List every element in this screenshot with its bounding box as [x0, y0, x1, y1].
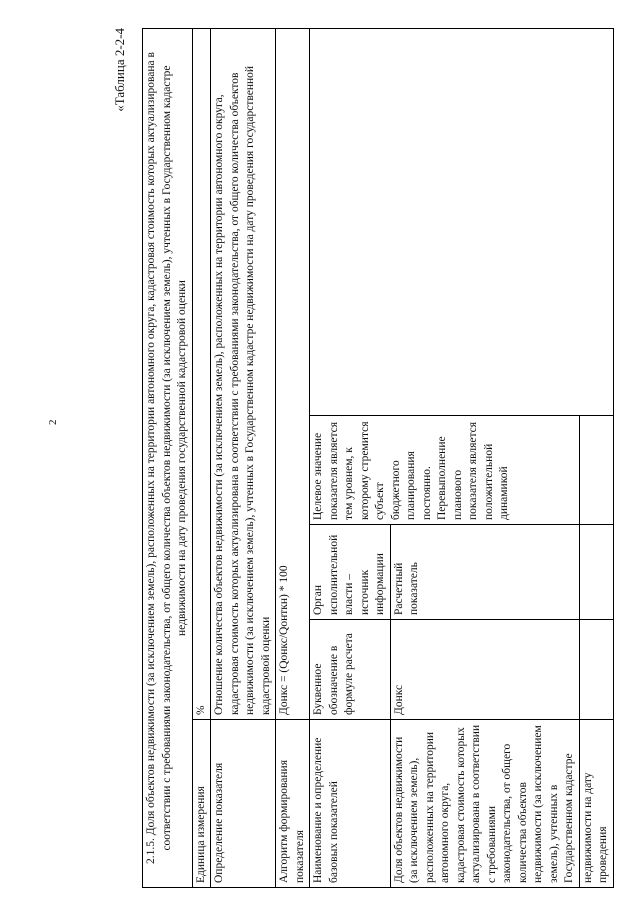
- definition-label: Определение показателя: [211, 720, 276, 888]
- empty-cell: [579, 416, 613, 525]
- last-row-label: недвижимости на дату проведения: [579, 720, 613, 888]
- table-caption: «Таблица 2-2-4: [112, 28, 127, 112]
- table-row: [192, 29, 211, 888]
- base-name-header: Наименование и определение базовых показателей: [310, 720, 391, 888]
- base-name-value: Доля объектов недвижимости (за исключением земель), расположенных на территории автономного округа, кадастровая стоимость которых актуализирована в соответствии с требованиями законодательства, от общего количества объектов недвижимости (за исключением земель), учтенных в Государственном кадастре: [390, 720, 579, 888]
- algorithm-label: Алгоритм формирования показателя: [276, 720, 310, 888]
- table-row: [310, 29, 391, 888]
- target-value-note: Целевое значение показателя является тем уровнем, к которому стремится субъект бюджетного планирования постоянно. Перевыполнение планового показателя является положительной динамикой: [310, 416, 580, 525]
- table-row: [276, 29, 310, 888]
- definition-value: Отношение количества объектов недвижимости (за исключением земель), расположенных на территории автономного округа, кадастровая стоимость которых актуализирована в соответствии с требованиями законодательства, от общего количества объектов недвижимости (за исключением земель), учтенных в Государственном кадастре недвижимости на дату проведения государственной кадастровой оценки: [211, 29, 276, 720]
- rotated-page-content: [112, 28, 609, 888]
- empty-cell: [310, 29, 614, 416]
- page-number: 2: [47, 419, 59, 425]
- base-symbol-header: Буквенное обозначение в формуле расчета: [310, 620, 391, 720]
- table-heading: 2.1.5. Доля объектов недвижимости (за исключением земель), расположенных на территории автономного округа, кадастровая стоимость которых актуализирована в соответствии с требованиями законодательства, от общего количества объектов недвижимости (за исключением земель), учтенных в Государственном кадастре недвижимости на дату проведения государственной кадастровой оценки: [143, 29, 193, 888]
- base-symbol-value: Донкс: [390, 620, 579, 720]
- table-row: [211, 29, 276, 888]
- base-source-value: Расчетный показатель: [390, 525, 579, 620]
- indicator-table: [142, 28, 614, 888]
- unit-value: %: [192, 29, 211, 720]
- empty-cell: [579, 525, 613, 620]
- base-source-header: Орган исполнительной власти – источник информации: [310, 525, 391, 620]
- algorithm-formula: Донкс = (Qонкс/Qонткн) * 100: [276, 29, 310, 720]
- unit-label: Единица измерения: [192, 720, 211, 888]
- empty-cell: [579, 620, 613, 720]
- table-row: [143, 29, 193, 888]
